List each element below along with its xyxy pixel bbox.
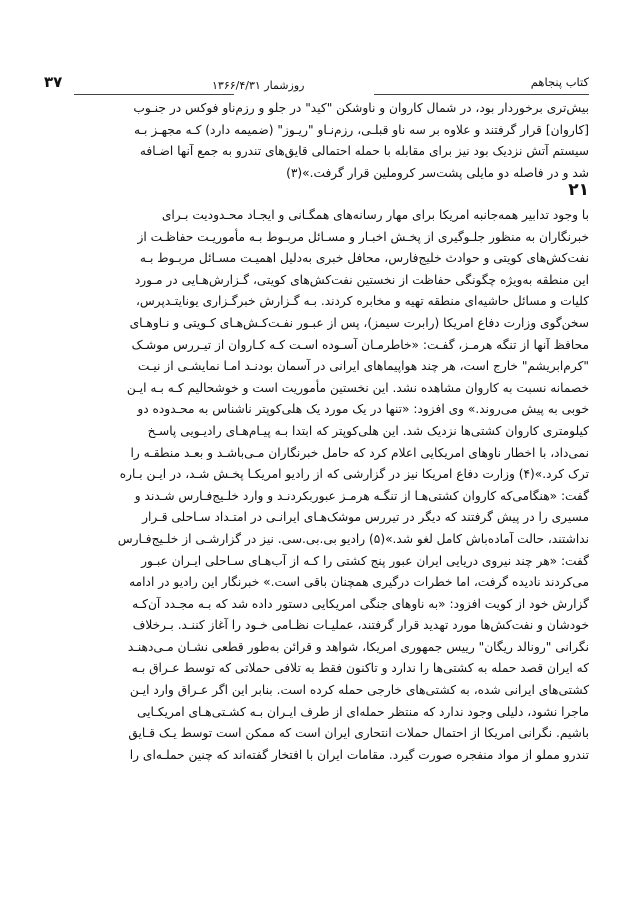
text-line: ماجرا نشود، دلیلی وجود ندارد که منتظر حمله‌ای از طرف ایـران بـه کشـتی‌هـای امریکـایی	[137, 704, 589, 719]
intro-paragraph	[44, 98, 589, 184]
text-line: نفت‌کش‌های کویتی و حوادث خلیج‌فارس، محافل خبری به‌دلیل اهمیـت مسـائل مربـوط بـه	[139, 251, 589, 266]
text-line: بیش‌تری برخوردار بود، در شمال کاروان و ناوشکن "کید" در جلو و رزم‌ناو فوکس در جنـوب	[133, 101, 589, 115]
text-line: این منطقه به‌ویژه چگونگی حفاظت از نخستین نفت‌کش‌های کویتی، گـزارش‌هـایی در مـورد	[134, 272, 589, 287]
text-line: کلیات و مسائل حاشیه‌ای منطقه تهیه و مخابره کردند. بـه گـزارش خبرگـزاری یونایتـدپرس،	[136, 294, 589, 309]
text-line: باشیم. نگرانی امریکا از احتمال حملات انتحاری ایران است که ممکن است توسط یـک قـایق	[128, 726, 589, 741]
running-header	[44, 73, 589, 95]
text-line: گزارش خود از کویت افزود: «به ناوهای جنگی امریکایی دستور داده شد که بـه مجـدد آن‌کـه	[132, 596, 589, 611]
header-rule	[74, 94, 589, 95]
book-title: کتاب پنجاهم	[530, 75, 589, 89]
text-line: خوبی به پیش می‌روند.» وی افزود: «تنها در یک مورد یک هلی‌کوپتر ناشناس به محـدوده دو	[137, 402, 589, 417]
text-line: خصمانه نسبت به کاروان مشاهده نشد. این نخستین مأموریت است و خوشحالیم کـه بـه ایـن	[126, 380, 589, 395]
body-paragraph	[44, 205, 589, 766]
text-line: سخن‌گوی وزارت دفاع امریکا (رابرت سیمز)، پس از عبـور نفـت‌کـش‌هـای کـویتی و نـاوهـای	[129, 315, 589, 330]
text-line: گفت: «هر چند نیروی دریایی ایران عبور پنج کشتی را کـه از آب‌هـای سـاحلی ایـران عبـور	[141, 553, 589, 568]
text-line: محافظ آنها از تنگه هرمـز، گفـت: «خاطرمـان آسـوده اسـت کـه کـاروان از تیـررس موشـک	[131, 337, 589, 352]
text-line: [کاروان] قرار گرفتند و علاوه بر سه ناو قبلـی، رزم‌نـاو "ریـوز" (ضمیمه دارد) کـه مجهـز بـه	[133, 122, 589, 137]
text-line: ترک کرد.»(۴) وزارت دفاع امریکا نیز در گزارشی که از رادیو امریکـا پخـش شـد، در ایـن بـاره	[119, 467, 589, 482]
text-line: خودشان و نفت‌کش‌ها مورد تهدید قرار گرفتند، عملیـات نظـامی خـود را آغاز کننـد. بـرخلاف	[132, 618, 589, 633]
text-line: که ایران قصد حمله به کشتی‌ها را ندارد و تاکنون فقط به تلافی حملاتی که توسط عـراق بـه	[131, 661, 589, 676]
page-number: ۳۷	[44, 73, 63, 91]
text-line: با وجود تدابیر همه‌جانبه امریکا برای مهار رسانه‌های همگـانی و ایجـاد محـدودیت بـرای	[161, 208, 589, 222]
text-line: گفت: «هنگامی‌که کاروان کشتی‌هـا از تنگـه هرمـز عبوربکردنـد و وارد خلـیج‌فـارس شـدند و	[134, 488, 589, 503]
text-line: مسیری را در پیش گرفتند که دیگر در تیررس موشک‌هـای ایرانـی در امتـداد سـاحلی قـرار	[142, 510, 589, 525]
section-number: ۲۱	[568, 180, 589, 200]
text-line: کشتی‌های ایرانی شده، به کشتی‌های خارجی حمله کرده است. بنابر این اگر عـراق وارد ایـن	[129, 683, 589, 698]
text-line: "کرم‌ابریشم" خارج است، هر چند هواپیماهای ایرانی در آسمان بودنـد امـا نمایشـی از نیـت	[137, 359, 589, 374]
text-line: نگرانی "رونالد ریگان" رییس جمهوری امریکا، شواهد و قرائن به‌طور قطعی نشـان مـی‌دهنـد	[127, 639, 589, 654]
text-line: خبرنگاران به منظور جلـوگیری از پخـش اخبـار و مسـائل مربـوط بـه مأموریـت حفاظـت از	[137, 229, 589, 244]
text-line: شد و در فاصله دو مایلی پشت‌سر کروملین قرار گرفت.»(۳)	[286, 165, 589, 180]
text-line: کیلومتری کاروان کشتی‌ها نزدیک شد. این هلی‌کوپتر که ابتدا بـه پیـام‌هـای رادیـویی پاسـخ	[147, 423, 589, 438]
text-line: نمی‌داد، با اخطار ناوهای امریکایی اعلام کرد که حامل خبرنگاران مـی‌باشـد و بعـد منطقـه را	[130, 445, 589, 460]
text-line: سیستم آتش نزدیک بود نیز برای مقابله با حمله احتمالی قایق‌های تندرو به جمع آنها اضـافه	[139, 144, 589, 159]
text-line: تندرو مملو از مواد منفجره صورت گیرد. مقامات ایران با افتخار گفته‌اند که چنین حملـه‌ای را	[129, 747, 589, 762]
chronicle-date: روزشمار ۱۳۶۶/۴/۳۱	[212, 79, 305, 92]
text-line: می‌کردند نادیده گرفت، اما خطرات درگیری همچنان باقی است.» خبرنگار این رادیو در ادامه	[129, 575, 589, 590]
text-line: نداشتند، حالت آماده‌باش کامل لغو شد.»(۵) رادیو بی.بی.سی. نیز در گزارشـی از خلـیج‌فـارس	[117, 531, 589, 546]
